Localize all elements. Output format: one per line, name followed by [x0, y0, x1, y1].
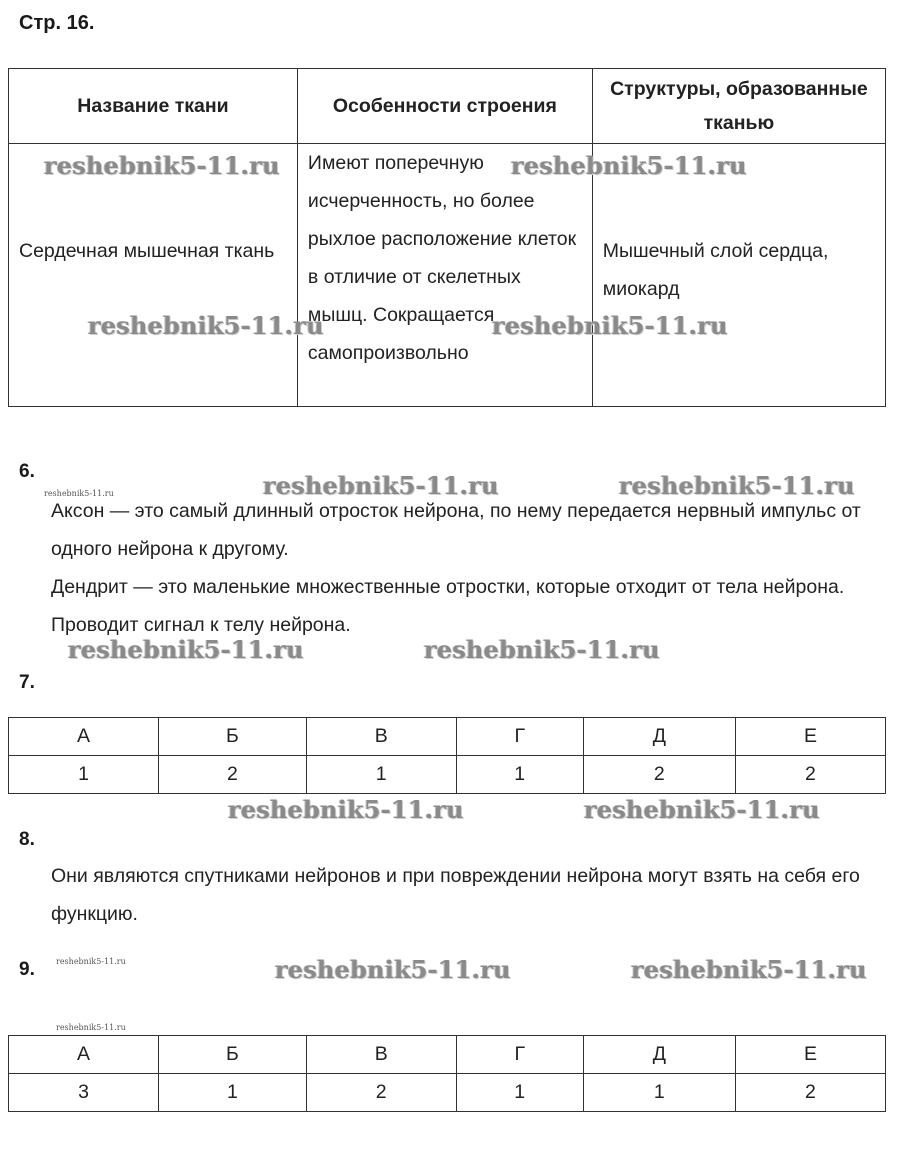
question-8-number: 8. — [19, 829, 35, 850]
watermark: reshebnik5-11.ru — [424, 635, 660, 664]
letter-cell: В — [306, 718, 456, 756]
watermark: reshebnik5-11.ru — [511, 151, 747, 180]
axon-paragraph: Аксон — это самый длинный отросток нейрона, по нему передается нервный импульс от одного нейрона к другому. — [51, 500, 861, 560]
watermark-small: reshebnik5-11.ru — [56, 1023, 126, 1032]
letter-cell: Д — [583, 718, 735, 756]
watermark: reshebnik5-11.ru — [228, 795, 464, 824]
answer-cell: 3 — [9, 1074, 159, 1112]
watermark: reshebnik5-11.ru — [263, 471, 499, 500]
letter-cell: А — [9, 1036, 159, 1074]
letters-row — [9, 718, 886, 756]
answer-cell: 1 — [456, 756, 583, 794]
watermark: reshebnik5-11.ru — [631, 955, 867, 984]
watermark: reshebnik5-11.ru — [584, 795, 820, 824]
page-title: Стр. 16. — [19, 12, 95, 34]
answers-row — [9, 756, 886, 794]
watermark-small: reshebnik5-11.ru — [56, 957, 126, 966]
answer-cell: 2 — [159, 756, 307, 794]
watermark: reshebnik5-11.ru — [44, 151, 280, 180]
header-formed-structures: Структуры, образованные тканью — [592, 69, 885, 144]
answer-cell: 2 — [735, 1074, 885, 1112]
letter-cell: В — [306, 1036, 456, 1074]
watermark: reshebnik5-11.ru — [68, 635, 304, 664]
letter-cell: Е — [735, 718, 885, 756]
question-9-table — [8, 1035, 886, 1112]
tissue-features: Имеют поперечную исчерченность, но более рыхлое расположение клеток в отличие от скелетных мышц. Сокращается самопроизвольно — [307, 152, 577, 364]
header-structure-features: Особенности строения — [297, 69, 592, 144]
answer-cell: 1 — [306, 756, 456, 794]
tissue-table — [8, 68, 886, 407]
letters-row — [9, 1036, 886, 1074]
answers-row — [9, 1074, 886, 1112]
letter-cell: Е — [735, 1036, 885, 1074]
header-tissue-name: Название ткани — [9, 69, 298, 144]
watermark-small: reshebnik5-11.ru — [44, 489, 114, 498]
tissue-structures: Мышечный слой сердца, миокард — [602, 240, 829, 300]
letter-cell: А — [9, 718, 159, 756]
answer-cell: 2 — [735, 756, 885, 794]
structures-cell — [592, 144, 885, 407]
watermark: reshebnik5-11.ru — [619, 471, 855, 500]
answer-cell: 1 — [583, 1074, 735, 1112]
answer-cell: 2 — [583, 756, 735, 794]
watermark: reshebnik5-11.ru — [88, 311, 324, 340]
question-8-answer: Они являются спутниками нейронов и при повреждении нейрона могут взять на себя его функцию. — [51, 865, 860, 925]
dendrite-paragraph: Дендрит — это маленькие множественные отростки, которые отходит от тела нейрона. Проводит сигнал к телу нейрона. — [51, 576, 845, 636]
watermark: reshebnik5-11.ru — [492, 311, 728, 340]
table-row — [9, 144, 886, 407]
answer-cell: 1 — [456, 1074, 583, 1112]
letter-cell: Г — [456, 718, 583, 756]
question-7-table — [8, 717, 886, 794]
watermark: reshebnik5-11.ru — [275, 955, 511, 984]
features-cell — [297, 144, 592, 407]
tissue-name: Сердечная мышечная ткань — [19, 240, 275, 262]
letter-cell: Б — [159, 1036, 307, 1074]
letter-cell: Б — [159, 718, 307, 756]
answer-cell: 1 — [159, 1074, 307, 1112]
answer-cell: 1 — [9, 756, 159, 794]
letter-cell: Г — [456, 1036, 583, 1074]
answer-cell: 2 — [306, 1074, 456, 1112]
letter-cell: Д — [583, 1036, 735, 1074]
tissue-name-cell — [9, 144, 298, 407]
question-7-number: 7. — [19, 672, 35, 693]
question-6-answer — [51, 492, 871, 644]
question-6-number: 6. — [19, 461, 35, 482]
table-header-row — [9, 69, 886, 144]
question-9-number: 9. — [19, 959, 35, 980]
